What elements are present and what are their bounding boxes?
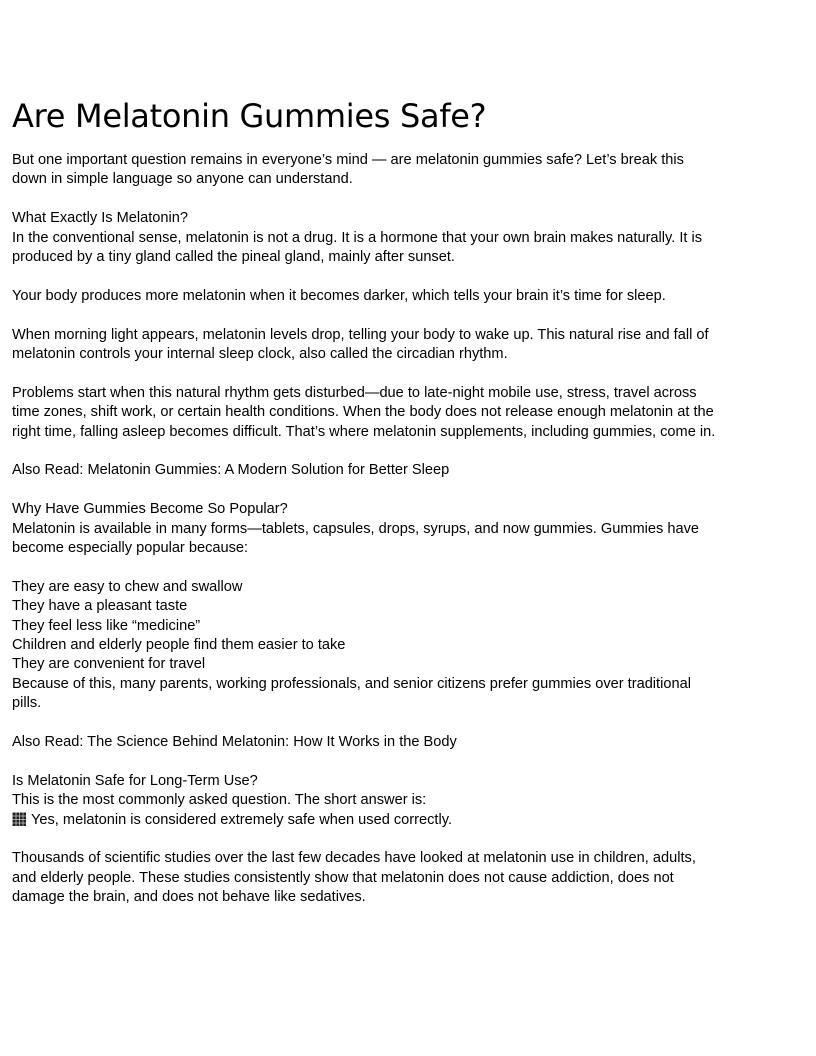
paragraph-line: produced by a tiny gland called the pineal gland, mainly after sunset. bbox=[12, 249, 455, 266]
spacer bbox=[12, 830, 732, 849]
paragraph-line: pills. bbox=[12, 695, 42, 712]
also-read-line: Also Read: Melatonin Gummies: A Modern Solution for Better Sleep bbox=[12, 462, 450, 479]
spacer bbox=[12, 364, 732, 383]
spacer bbox=[12, 190, 732, 209]
list-item: They feel less like “medicine” bbox=[12, 617, 201, 634]
document-page bbox=[12, 94, 732, 908]
answer-text: Yes, melatonin is considered extremely safe when used correctly. bbox=[31, 811, 452, 828]
check-emoji-icon bbox=[12, 812, 26, 826]
section-heading: Is Melatonin Safe for Long-Term Use? bbox=[12, 772, 258, 789]
paragraph-line: damage the brain, and does not behave like sedatives. bbox=[12, 889, 366, 906]
paragraph-line: Your body produces more melatonin when it becomes darker, which tells your brain it’s time for sleep. bbox=[12, 287, 666, 304]
also-read-line: Also Read: The Science Behind Melatonin: How It Works in the Body bbox=[12, 734, 457, 751]
answer-line bbox=[12, 811, 732, 830]
page-title: Are Melatonin Gummies Safe? bbox=[12, 97, 487, 135]
list-item: They are easy to chew and swallow bbox=[12, 578, 243, 595]
spacer bbox=[12, 714, 732, 733]
paragraph-line: Melatonin is available in many forms—tablets, capsules, drops, syrups, and now gummies. Gummies have bbox=[12, 520, 700, 537]
section-heading: What Exactly Is Melatonin? bbox=[12, 210, 189, 227]
section-heading: Why Have Gummies Become So Popular? bbox=[12, 501, 288, 518]
paragraph-line: In the conventional sense, melatonin is not a drug. It is a hormone that your own brain makes naturally. It is bbox=[12, 229, 703, 246]
paragraph-line: This is the most commonly asked question. The short answer is: bbox=[12, 792, 427, 809]
spacer bbox=[12, 481, 732, 500]
paragraph-line: time zones, shift work, or certain health conditions. When the body does not release enough melatonin at the bbox=[12, 404, 714, 421]
spacer bbox=[12, 306, 732, 325]
paragraph-line: down in simple language so anyone can understand. bbox=[12, 171, 353, 188]
spacer bbox=[12, 267, 732, 286]
paragraph-line: become especially popular because: bbox=[12, 540, 249, 557]
paragraph-line: melatonin controls your internal sleep clock, also called the circadian rhythm. bbox=[12, 346, 508, 363]
spacer bbox=[12, 752, 732, 771]
paragraph-line: Because of this, many parents, working professionals, and senior citizens prefer gummies over traditional bbox=[12, 675, 691, 692]
list-item: Children and elderly people find them easier to take bbox=[12, 637, 346, 654]
paragraph-line: right time, falling asleep becomes difficult. That’s where melatonin supplements, including gummies, come in. bbox=[12, 423, 716, 440]
paragraph-line: Problems start when this natural rhythm gets disturbed—due to late-night mobile use, stress, travel across bbox=[12, 384, 697, 401]
list-item: They are convenient for travel bbox=[12, 656, 206, 673]
paragraph-line: But one important question remains in everyone’s mind — are melatonin gummies safe? Let’s break this bbox=[12, 152, 684, 168]
paragraph-line: Thousands of scientific studies over the last few decades have looked at melatonin use in children, adults, bbox=[12, 850, 696, 867]
spacer bbox=[12, 558, 732, 577]
paragraph-line: and elderly people. These studies consistently show that melatonin does not cause addiction, does not bbox=[12, 869, 674, 886]
spacer bbox=[12, 442, 732, 461]
list-item: They have a pleasant taste bbox=[12, 598, 188, 615]
paragraph-line: When morning light appears, melatonin levels drop, telling your body to wake up. This natural rise and fall of bbox=[12, 326, 709, 343]
